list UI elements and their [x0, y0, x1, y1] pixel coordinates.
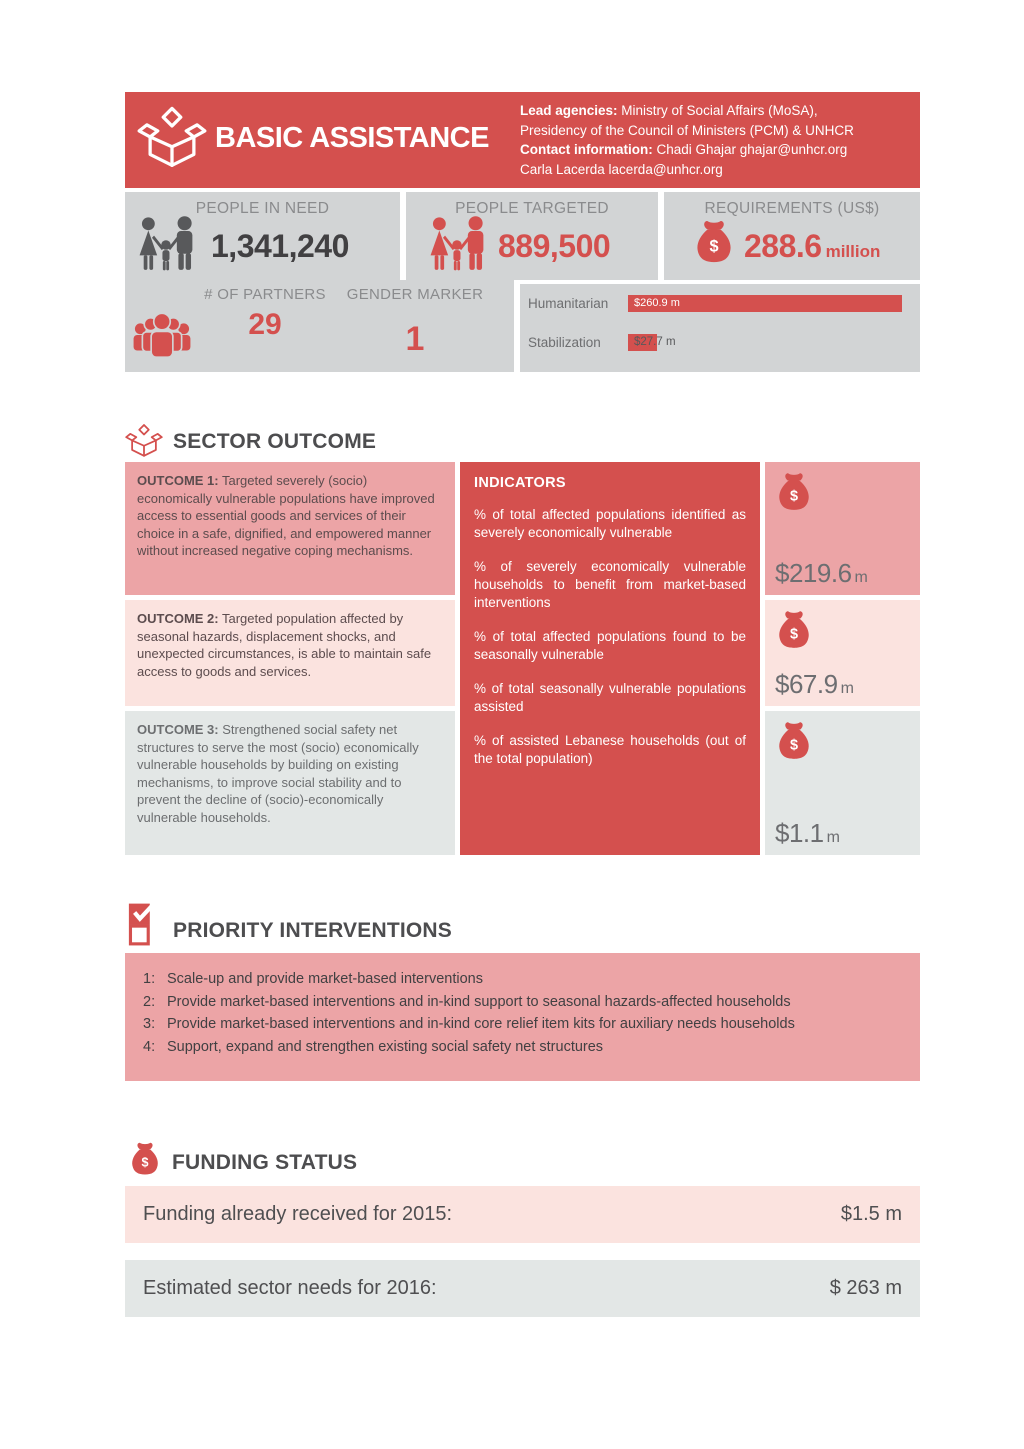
outcome-3-box [125, 711, 455, 855]
estimated-needs-row [125, 1260, 920, 1317]
lead-agencies-line1: Lead agencies: Ministry of Social Affairs (MoSA), [520, 103, 818, 118]
stabilization-value: $27.7 m [634, 336, 676, 348]
people-in-need-label: PEOPLE IN NEED [195, 200, 330, 217]
people-in-need-value: 1,341,240 [211, 228, 349, 264]
outcome-1-amount: $219.6 m [775, 558, 868, 588]
outcome-3-amount-box [765, 711, 920, 855]
priority-item: 1: Scale-up and provide market-based interventions [143, 971, 483, 987]
outcome-3-amount: $1.1 m [775, 818, 840, 848]
header-banner [125, 92, 920, 188]
funding-received-value: $1.5 m [840, 1203, 902, 1225]
outcome-2-box [125, 600, 455, 706]
partners-label: # OF PARTNERS [204, 286, 326, 303]
humanitarian-label: Humanitarian [528, 296, 609, 311]
funding-status-heading: FUNDING STATUS [172, 1151, 358, 1174]
outcome-3-text: Strengthened social safety net structures to serve the most (socio) economically vulnerable households by building on existing mechanisms, to improve social stability and to prevent the decline of (socio)-economically vulnerable households. [137, 722, 419, 825]
header-contact-block [520, 101, 912, 179]
stabilization-bar-track [628, 334, 902, 351]
indicators-box [460, 462, 760, 855]
money-bag-icon [777, 610, 811, 648]
people-targeted-label: PEOPLE TARGETED [455, 200, 609, 217]
page-title: BASIC ASSISTANCE [215, 122, 489, 154]
estimated-needs-value: $ 263 m [829, 1277, 902, 1299]
money-bag-icon [130, 1142, 160, 1176]
money-bag-icon [777, 472, 811, 510]
priority-interventions-box [125, 953, 920, 1081]
requirements-panel [664, 192, 920, 280]
lead-agencies-line2: Presidency of the Council of Ministers (PCM) & UNHCR [520, 122, 854, 138]
indicators-heading: INDICATORS [474, 475, 566, 491]
priority-item: 4: Support, expand and strengthen existing social safety net structures [143, 1038, 604, 1055]
outcome-2-text: Targeted population affected by seasonal hazards, displacement shocks, and unexpected circumstances, is able to maintain safe access to goods and services. [137, 611, 432, 679]
people-in-need-panel [125, 192, 400, 280]
priority-item: 2: Provide market-based interventions and in-kind support to seasonal hazards-affected households [143, 993, 791, 1010]
estimated-needs-label: Estimated sector needs for 2016: [143, 1277, 437, 1299]
indicator-item: % of assisted Lebanese households (out of the total population) [474, 733, 746, 766]
humanitarian-bar [628, 295, 902, 312]
funding-received-row [125, 1186, 920, 1243]
humanitarian-bar-row [528, 295, 912, 313]
outcome-1-label: OUTCOME 1: [137, 473, 219, 488]
outcome-3-label: OUTCOME 3: [137, 722, 219, 737]
requirements-label: REQUIREMENTS (US$) [704, 200, 880, 217]
outcome-1-text: Targeted severely (socio) economically vulnerable populations have improved access to essential goods and services of their choice in a safe, dignified, and empowered manner without increased negative coping mechanisms. [137, 473, 435, 558]
indicator-item: % of total affected populations identified as severely economically vulnerable [474, 507, 746, 540]
humanitarian-value: $260.9 m [634, 297, 680, 309]
requirements-value: 288.6 [744, 228, 822, 264]
people-targeted-panel [406, 192, 658, 280]
family-icon [135, 216, 201, 274]
partners-gender-panel [125, 280, 514, 372]
funding-received-label: Funding already received for 2015: [143, 1203, 453, 1225]
money-bag-icon [777, 721, 811, 759]
outcome-2-label: OUTCOME 2: [137, 611, 219, 626]
funding-split-panel [520, 284, 920, 372]
gender-marker-value: 1 [405, 320, 425, 358]
priority-item: 3: Provide market-based interventions and in-kind core relief item kits for auxiliary needs households [143, 1016, 795, 1032]
stabilization-bar-row [528, 334, 912, 352]
open-box-icon [137, 105, 207, 175]
contact-line2: Carla Lacerda lacerda@unhcr.org [520, 161, 723, 177]
humanitarian-bar-track [628, 295, 902, 312]
contact-line1: Contact information: Chadi Ghajar ghajar@unhcr.org [520, 142, 848, 157]
family-icon [426, 216, 492, 274]
requirements-value-row [744, 228, 880, 265]
outcome-1-box [125, 462, 455, 595]
indicator-item: % of total seasonally vulnerable populations assisted [474, 681, 746, 714]
open-box-icon [125, 423, 163, 459]
partners-value: 29 [248, 308, 282, 341]
priority-interventions-heading: PRIORITY INTERVENTIONS [173, 919, 452, 942]
stabilization-label: Stabilization [528, 335, 601, 350]
indicator-item: % of total affected populations found to be seasonally vulnerable [474, 629, 746, 662]
requirements-unit: million [825, 242, 881, 261]
outcome-2-amount-box [765, 600, 920, 706]
outcome-2-amount: $67.9 m [775, 669, 854, 699]
checkbox-list-icon [127, 901, 159, 947]
gender-marker-label: GENDER MARKER [346, 286, 484, 303]
people-targeted-value: 889,500 [498, 228, 611, 264]
indicator-item: % of severely economically vulnerable households to benefit from market-based interventions [474, 559, 746, 610]
partners-group-icon [131, 310, 193, 366]
sector-outcome-heading: SECTOR OUTCOME [173, 430, 377, 453]
money-bag-icon [694, 220, 734, 264]
outcome-1-amount-box [765, 462, 920, 595]
